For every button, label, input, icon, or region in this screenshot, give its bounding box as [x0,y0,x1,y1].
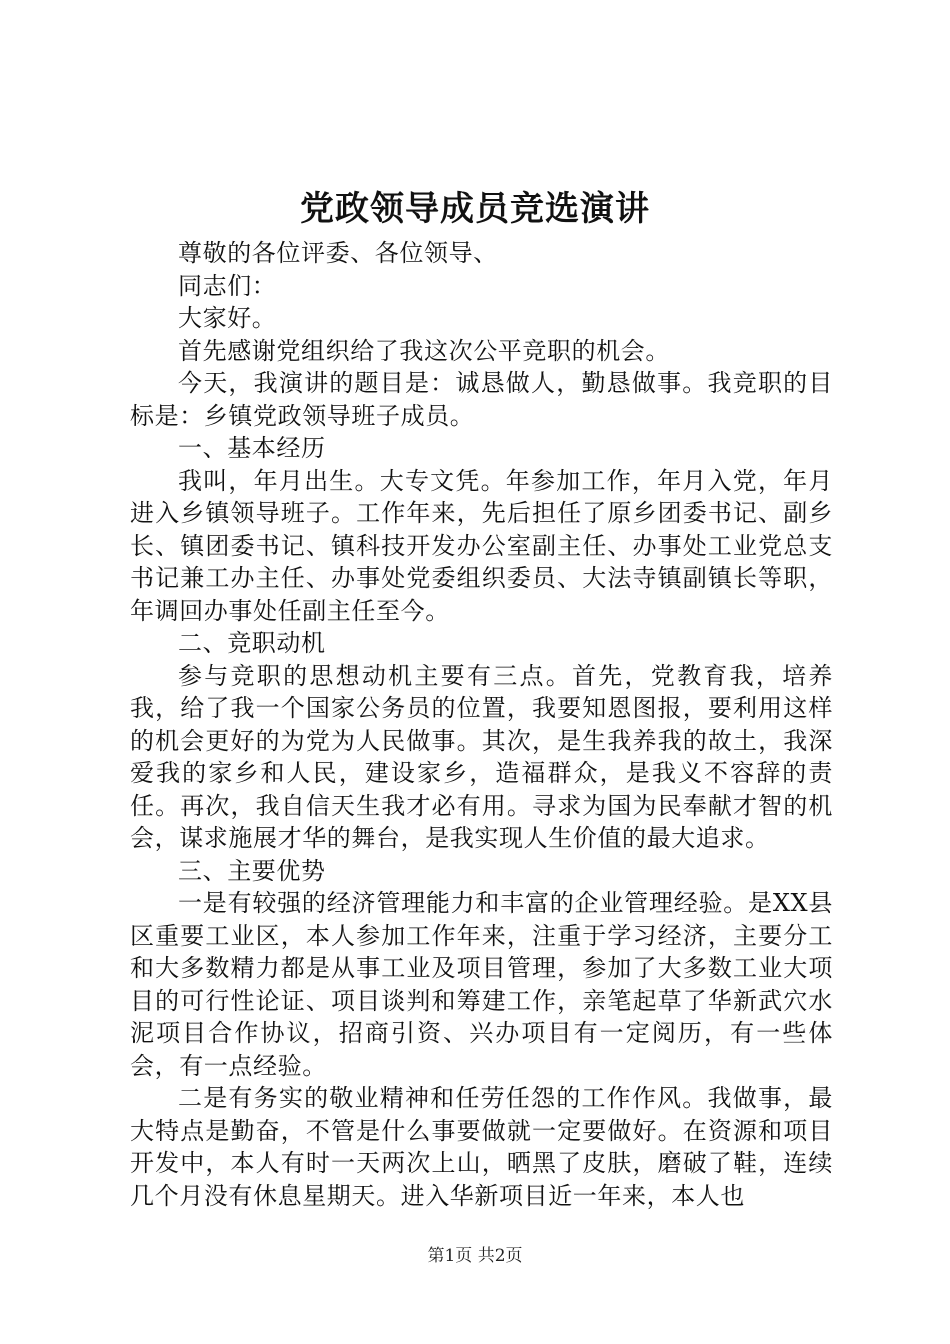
paragraph: 今天，我演讲的题目是：诚恳做人，勤恳做事。我竞职的目标是：乡镇党政领导班子成员。 [130,369,833,430]
page-footer: 第1页 共2页 [427,1246,523,1266]
document-body [130,237,833,1212]
salutation-line-2: 同志们： [178,271,277,300]
paragraph: 参与竞职的思想动机主要有三点。首先，党教育我，培养我，给了我一个国家公务员的位置，我要知恩图报，要利用这样的机会更好的为党为人民做事。其次，是生我养我的故土，我深爱我的家乡和人民，建设家乡，造福群众，是我义不容辞的责任。再次，我自信天生我才必有用。寻求为国为民奉献才智的机会，谋求施展才华的舞台，是我实现人生价值的最大追求。 [130,661,833,852]
paragraph: 二是有务实的敬业精神和任劳任怨的工作作风。我做事，最大特点是勤奋，不管是什么事要做就一定要做好。在资源和项目开发中，本人有时一天两次上山，晒黑了皮肤，磨破了鞋，连续几个月没有休息星期天。进入华新项目近一年来，本人也 [130,1084,833,1210]
paragraph: 我叫，年月出生。大专文凭。年参加工作，年月入党，年月进入乡镇领导班子。工作年来，先后担任了原乡团委书记、副乡长、镇团委书记、镇科技开发办公室副主任、办事处工业党总支书记兼工办主任、办事处党委组织委员、大法寺镇副镇长等职，年调回办事处任副主任至今。 [130,466,833,625]
document-title: 党政领导成员竞选演讲 [300,189,650,229]
greeting: 大家好。 [178,304,277,332]
section-heading: 三、主要优势 [178,856,326,885]
salutation-line-1: 尊敬的各位评委、各位领导、 [178,239,498,267]
section-heading: 二、竞职动机 [178,629,326,657]
section-heading: 一、基本经历 [178,434,326,462]
paragraph: 一是有较强的经济管理能力和丰富的企业管理经验。是XX县区重要工业区，本人参加工作年来，注重于学习经济，主要分工和大多数精力都是从事工业及项目管理，参加了大多数工业大项目的可行性论证、项目谈判和筹建工作，亲笔起草了华新武穴水泥项目合作协议，招商引资、兴办项目有一定阅历，有一些体会，有一点经验。 [130,889,833,1080]
paragraph: 首先感谢党组织给了我这次公平竞职的机会。 [178,336,670,365]
